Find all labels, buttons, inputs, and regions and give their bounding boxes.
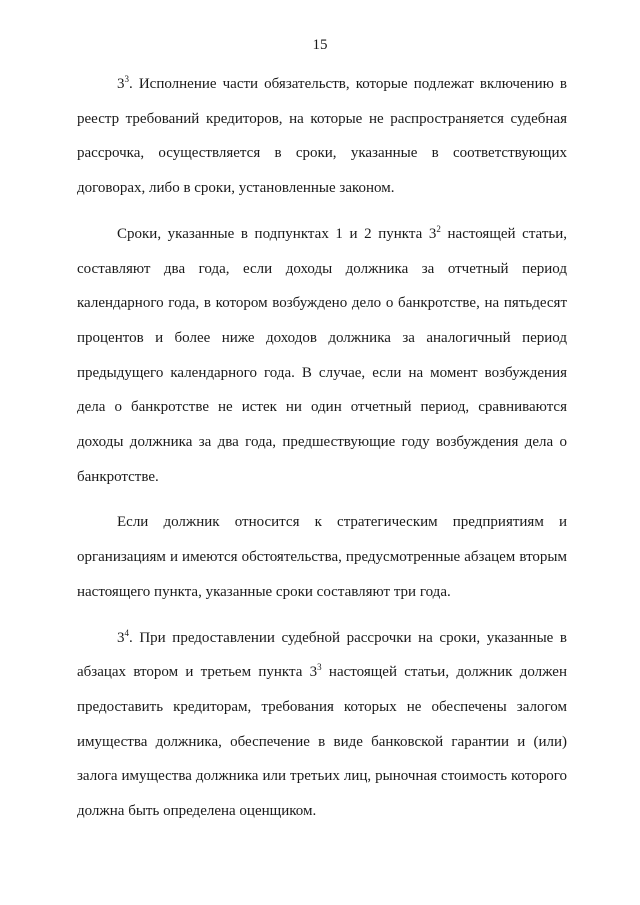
reference-superscript: 2 xyxy=(436,223,441,234)
clause-number: 3 xyxy=(117,76,125,92)
clause-superscript: 3 xyxy=(124,74,129,84)
document-body xyxy=(77,67,567,840)
paragraph-text: Если должник относится к стратегическим предприятиям и организациям и имеются обстоятельства, предусмотренные абзацем вторым настоящего пункта, указанные сроки составляют три года. xyxy=(77,514,567,600)
paragraph-text-start: Сроки, указанные в подпунктах 1 и 2 пункта 3 xyxy=(117,225,437,242)
clause-superscript: 4 xyxy=(124,627,129,638)
paragraph-text-start: . При предоставлении судебной рассрочки на сроки, указанные в абзацах втором и третьем пункта 3 xyxy=(77,629,567,681)
clause-number: 3 xyxy=(117,629,125,646)
paragraph-terms xyxy=(77,217,567,495)
paragraph-text-end: настоящей статьи, составляют два года, если доходы должника за отчетный период календарного года, в котором возбуждено дело о банкротстве, на пятьдесят процентов и более ниже доходов должника за аналогичный период предыдущего календарного года. В случае, если на момент возбуждения дела о банкротстве не истек ни один отчетный период, сравниваются доходы должника за два года, предшествующие году возбуждения дела о банкротстве. xyxy=(77,225,567,485)
paragraph-text-end: настоящей статьи, должник должен предоставить кредиторам, требования которых не обеспечены залогом имущества должника, обеспечение в виде банковской гарантии и (или) залога имущества должника или третьих лиц, рыночная стоимость которого должна быть определена оценщиком. xyxy=(77,664,567,820)
paragraph-3-3 xyxy=(77,67,567,206)
paragraph-3-4 xyxy=(77,621,567,829)
reference-superscript: 3 xyxy=(317,662,322,673)
page-number: 15 xyxy=(312,37,328,53)
paragraph-text: . Исполнение части обязательств, которые подлежат включению в реестр требований кредиторов, на которые не распространяется судебная рассрочка, осуществляется в сроки, указанные в соответствующих договорах, либо в сроки, установленные законом. xyxy=(77,76,567,197)
paragraph-strategic xyxy=(77,505,567,609)
